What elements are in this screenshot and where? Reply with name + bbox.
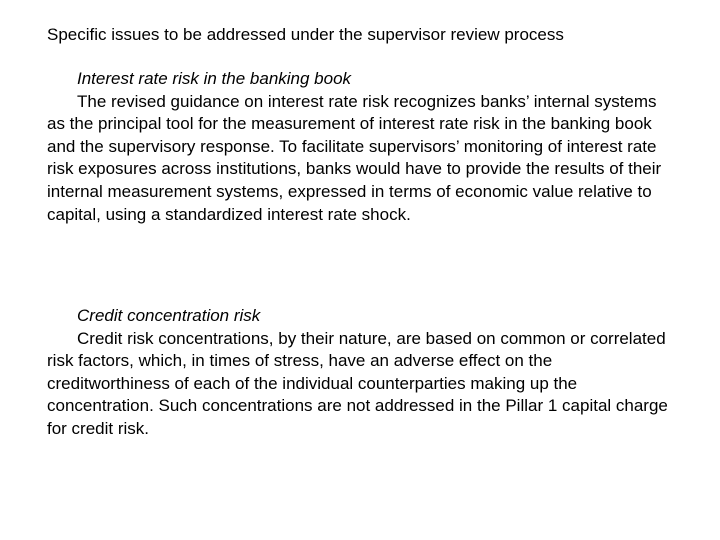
section-body: Credit risk concentrations, by their nature, are based on common or correlated risk factors, which, in times of stress, have an adverse effect on the creditworthiness of each of the individual counterparties making up the concentration. Such concentrations are not addressed in the Pillar 1 capital charge for credit risk. <box>47 328 668 438</box>
section-credit-concentration-risk <box>47 305 677 441</box>
slide-title: Specific issues to be addressed under the supervisor review process <box>47 25 564 44</box>
section-body: The revised guidance on interest rate risk recognizes banks’ internal systems as the principal tool for the measurement of interest rate risk in the banking book and the supervisory response. To facilitate supervisors’ monitoring of interest rate risk exposures across institutions, banks would have to provide the results of their internal measurement systems, expressed in terms of economic value relative to capital, using a standardized interest rate shock. <box>47 91 662 224</box>
section-heading: Credit concentration risk <box>77 306 261 325</box>
section-interest-rate-risk <box>47 68 677 226</box>
section-heading: Interest rate risk in the banking book <box>77 69 352 88</box>
